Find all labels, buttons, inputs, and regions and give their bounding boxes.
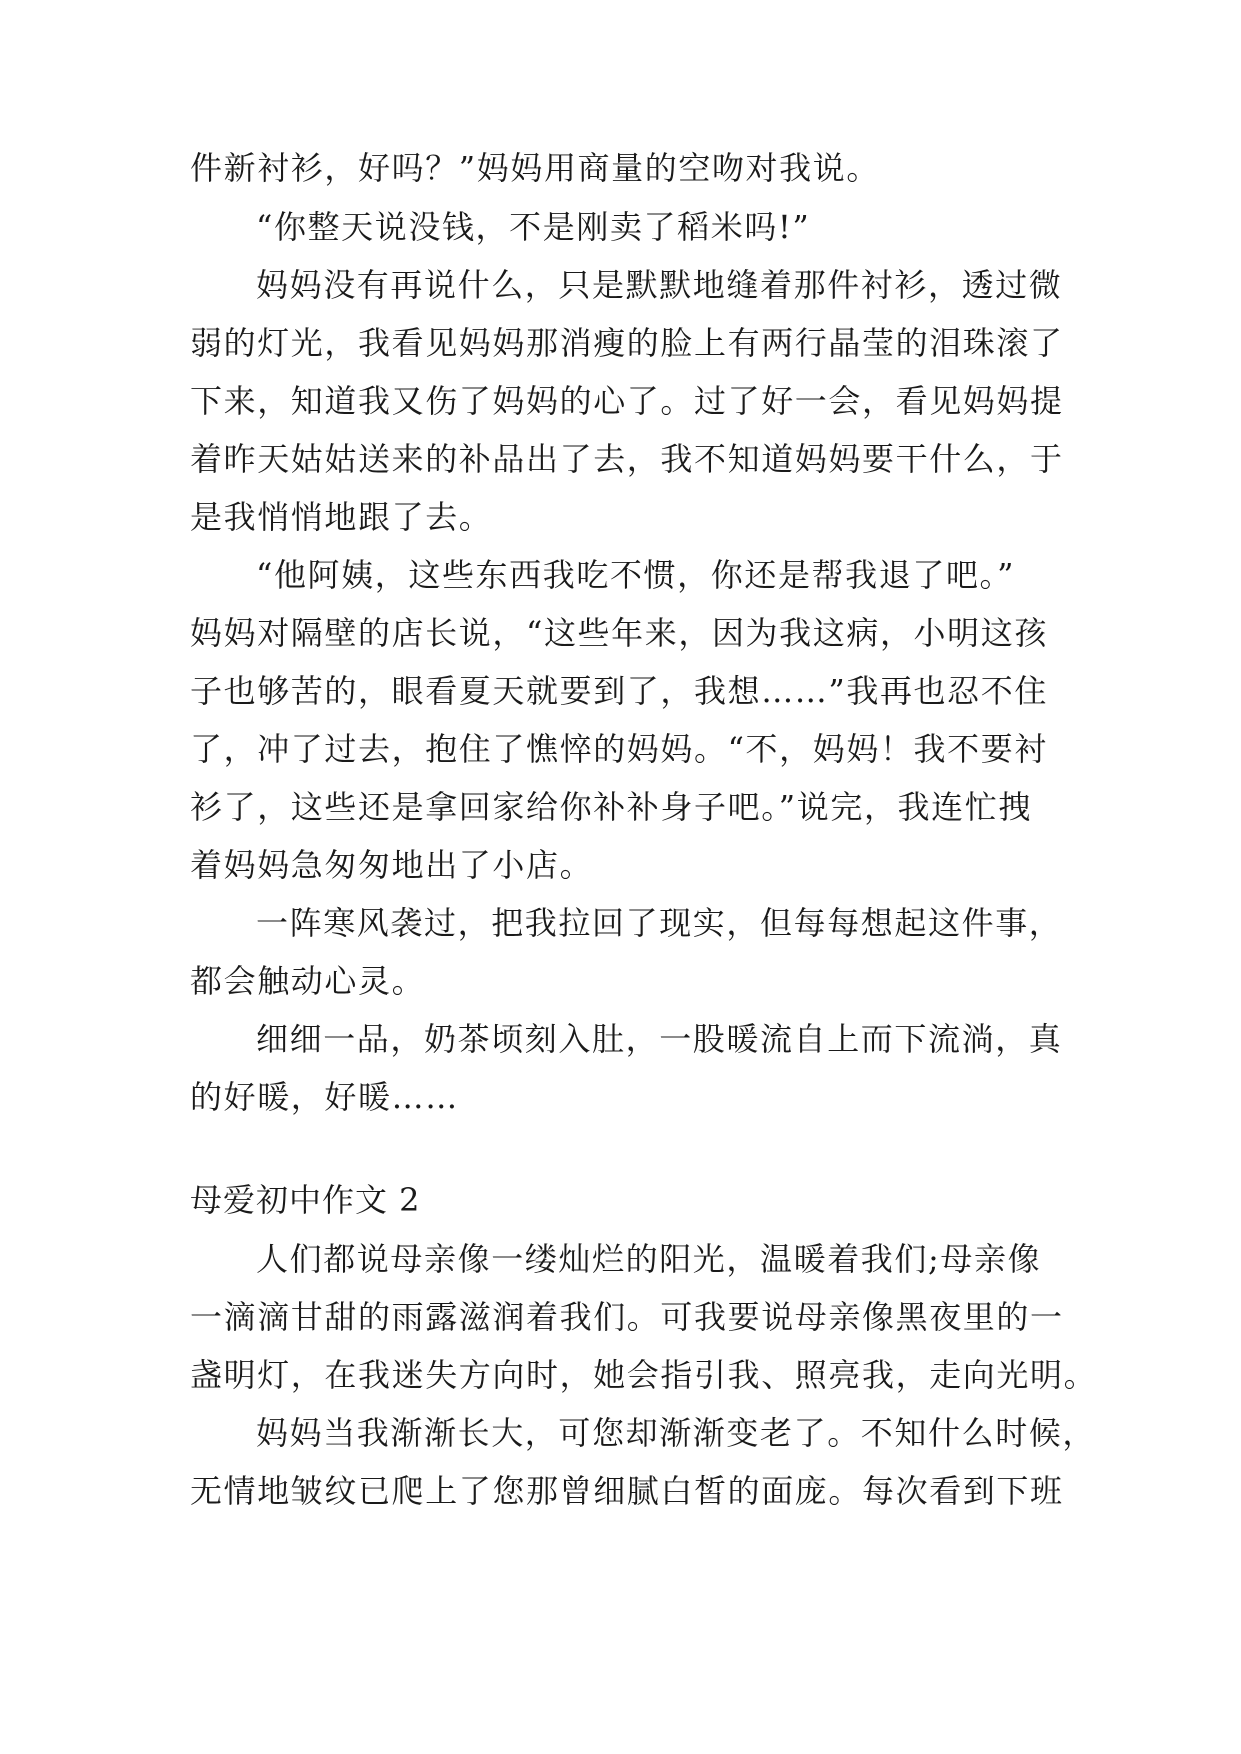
text-line: 一阵寒风袭过，把我拉回了现实，但每每想起这件事， — [256, 904, 1063, 942]
text-line: 了，冲了过去，抱住了憔悴的妈妈。“不，妈妈！我不要衬 — [190, 730, 1048, 768]
text-line: 妈妈对隔壁的店长说，“这些年来，因为我这病，小明这孩 — [190, 614, 1048, 652]
section-heading: 母爱初中作文 2 — [190, 1181, 421, 1219]
text-line: 衫了，这些还是拿回家给你补补身子吧。”说完，我连忙拽 — [190, 788, 1032, 826]
text-line: 盏明灯，在我迷失方向时，她会指引我、照亮我，走向光明。 — [190, 1356, 1098, 1394]
text-line: “你整天说没钱，不是刚卖了稻米吗!” — [256, 208, 811, 246]
text-line: 无情地皱纹已爬上了您那曾细腻白皙的面庞。每次看到下班 — [190, 1472, 1064, 1510]
text-line: 人们都说母亲像一缕灿烂的阳光，温暖着我们;母亲像 — [256, 1240, 1042, 1278]
text-line: 是我悄悄地跟了去。 — [190, 498, 493, 536]
text-line: 一滴滴甘甜的雨露滋润着我们。可我要说母亲像黑夜里的一 — [190, 1298, 1064, 1336]
text-line: 的好暖，好暖…… — [190, 1078, 459, 1116]
text-line: 都会触动心灵。 — [190, 962, 426, 1000]
text-line: 着妈妈急匆匆地出了小店。 — [190, 846, 594, 884]
text-line: 着昨天姑姑送来的补品出了去，我不知道妈妈要干什么，于 — [190, 440, 1064, 478]
text-line: 弱的灯光，我看见妈妈那消瘦的脸上有两行晶莹的泪珠滚了 — [190, 324, 1064, 362]
text-line: 子也够苦的，眼看夏天就要到了，我想……”我再也忍不住 — [190, 672, 1048, 710]
text-line: 下来，知道我又伤了妈妈的心了。过了好一会，看见妈妈提 — [190, 382, 1064, 420]
text-line: 妈妈当我渐渐长大，可您却渐渐变老了。不知什么时候， — [256, 1414, 1097, 1452]
text-line: “他阿姨，这些东西我吃不惯，你还是帮我退了吧。” — [256, 556, 1016, 594]
text-line: 件新衬衫，好吗？”妈妈用商量的空吻对我说。 — [190, 149, 880, 187]
text-line: 妈妈没有再说什么，只是默默地缝着那件衬衫，透过微 — [256, 266, 1063, 304]
text-line: 细细一品，奶茶顷刻入肚，一股暖流自上而下流淌，真 — [256, 1020, 1063, 1058]
